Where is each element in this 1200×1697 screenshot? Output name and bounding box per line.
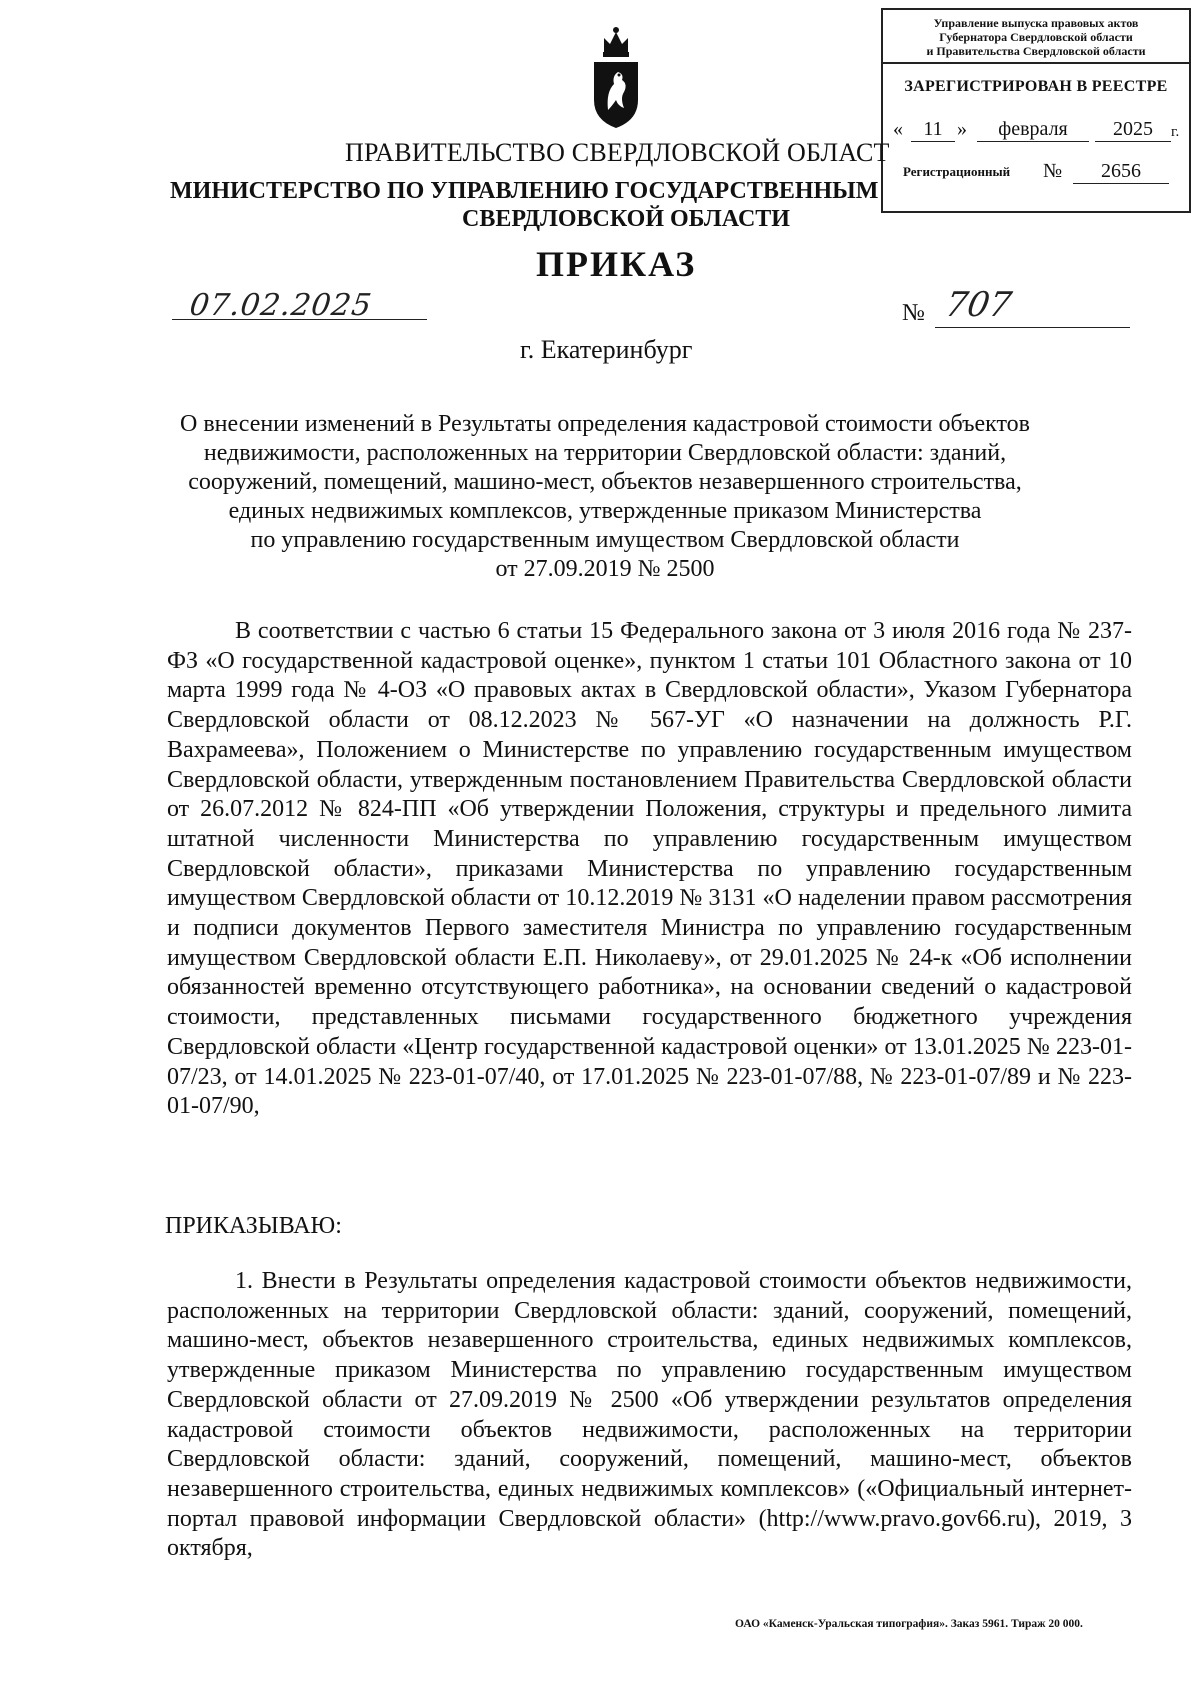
stamp-quote-close: » — [957, 118, 967, 140]
document-title — [160, 410, 1050, 584]
document-type: ПРИКАЗ — [536, 244, 697, 284]
title-line-2: недвижимости, расположенных на территории Свердловской области: зданий, — [203, 440, 1007, 466]
stamp-org-line-2: Губернатора Свердловской области — [939, 30, 1133, 44]
stamp-no-sign: № — [1043, 160, 1063, 182]
stamp-org-line-3: и Правительства Свердловской области — [926, 44, 1146, 58]
stamp-reg-label: Регистрационный — [903, 164, 1011, 179]
stamp-registration-number — [883, 160, 1189, 186]
date-underline — [172, 319, 427, 320]
title-line-6: от 27.09.2019 № 2500 — [495, 556, 715, 582]
stamp-date — [883, 118, 1189, 148]
preamble-paragraph: В соответствии с частью 6 статьи 15 Федерального закона от 3 июля 2016 года № 237-ФЗ «О государственной кадастровой оценке», пунктом 1 статьи 101 Областного закона от 10 марта 1999 года № 4-ОЗ «О правовых актах в Свердловской области», Указом Губернатора Свердловской области от 08.12.2023 № 567-УГ «О назначении на должность Р.Г. Вахрамеева», Положением о Министерстве по управлению государственным имуществом Свердловской области, утвержденным постановлением Правительства Свердловской области от 26.07.2012 № 824-ПП «Об утверждении Положения, структуры и предельного лимита штатной численности Министерства по управлению государственным имуществом Свердловской области», приказами Министерства по управлению государственным имуществом Свердловской области от 10.12.2019 № 3131 «О наделении правом рассмотрения и подписи документов Первого заместителя Министра по управлению государственным имуществом Свердловской области Е.П. Николаеву», от 29.01.2025 № 24-к «Об исполнении обязанностей временно отсутствующего работника», на основании сведений о кадастровой стоимости, представленных письмами государственного бюджетного учреждения Свердловской области «Центр государственной кадастровой оценки» от 13.01.2025 № 223-01-07/23, от 14.01.2025 № 223-01-07/40, от 17.01.2025 № 223-01-07/88, № 223-01-07/89 и № 223-01-07/90, — [167, 618, 1132, 1120]
stamp-year-suffix: г. — [1171, 124, 1180, 140]
stamp-month: февраля — [977, 118, 1089, 142]
stamp-registered-label: ЗАРЕГИСТРИРОВАН В РЕЕСТРЕ — [904, 78, 1168, 95]
order-date: 07.02.2025 — [187, 288, 375, 323]
title-line-3: сооружений, помещений, машино-мест, объектов незавершенного строительства, — [188, 469, 1022, 495]
number-underline — [935, 327, 1130, 328]
title-line-5: по управлению государственным имуществом Свердловской области — [250, 527, 960, 553]
government-name: ПРАВИТЕЛЬСТВО СВЕРДЛОВСКОЙ ОБЛАСТ — [345, 138, 890, 167]
stamp-year: 2025 — [1095, 118, 1171, 142]
stamp-org-line-1: Управление выпуска правовых актов — [933, 16, 1139, 30]
title-line-1: О внесении изменений в Результаты определения кадастровой стоимости объектов — [179, 411, 1031, 437]
city: г. Екатеринбург — [520, 335, 693, 364]
ministry-name-line-1: МИНИСТЕРСТВО ПО УПРАВЛЕНИЮ ГОСУДАРСТВЕННЫМ — [170, 178, 879, 204]
printer-footer: ОАО «Каменск-Уральская типография». Заказ 5961. Тираж 20 000. — [735, 1618, 1083, 1630]
stamp-reg-number: 2656 — [1073, 160, 1169, 184]
order-number: 707 — [942, 285, 1015, 325]
registration-stamp — [881, 8, 1191, 213]
title-line-4: единых недвижимых комплексов, утвержденные приказом Министерства — [228, 498, 982, 524]
stamp-organization — [883, 10, 1189, 64]
coat-of-arms-icon — [590, 22, 642, 130]
ministry-name-line-2: СВЕРДЛОВСКОЙ ОБЛАСТИ — [462, 206, 790, 232]
item-1-paragraph: 1. Внести в Результаты определения кадастровой стоимости объектов недвижимости, расположенных на территории Свердловской области: зданий, сооружений, помещений, машино-мест, объектов незавершенного строительства, единых недвижимых комплексов, утвержденные приказом Министерства по управлению государственным имуществом Свердловской области от 27.09.2019 № 2500 «Об утверждении результатов определения кадастровой стоимости объектов недвижимости, расположенных на территории Свердловской области: зданий, сооружений, помещений, машино-мест, объектов незавершенного строительства, единых недвижимых комплексов» («Официальный интернет-портал правовой информации Свердловской области» (http://www.pravo.gov66.ru), 2019, 3 октября, — [167, 1268, 1132, 1562]
stamp-quote-open: « — [893, 118, 903, 140]
order-word: ПРИКАЗЫВАЮ: — [165, 1213, 342, 1239]
stamp-day: 11 — [911, 118, 955, 142]
order-number-sign: № — [902, 300, 925, 326]
